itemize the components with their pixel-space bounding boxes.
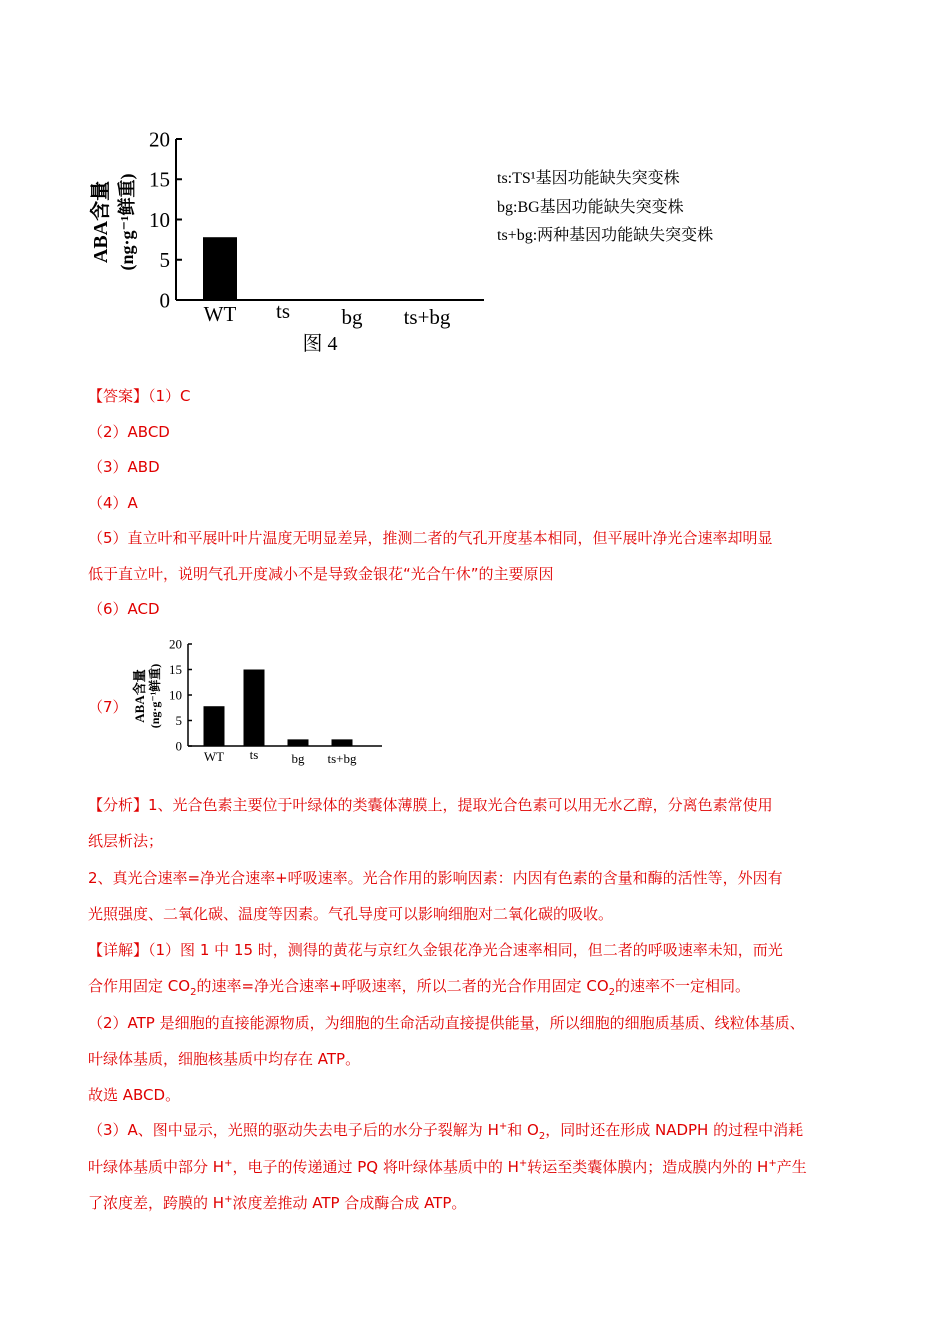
detail-text-2a: 合作用固定 CO: [88, 977, 191, 995]
y-tick-label: 15: [149, 167, 170, 192]
figure4-chart: [80, 120, 500, 365]
detail-line-5: 故选 ABCD。: [88, 1086, 181, 1104]
answer-line-1: [88, 386, 191, 406]
detail-text-6a: （3）A、图中显示，光照的驱动失去电子后的水分子裂解为 H: [88, 1121, 499, 1139]
analysis-line-1: [88, 795, 773, 815]
chart1-plot: [149, 127, 484, 329]
x-tick-label: WT: [203, 749, 225, 764]
answer-1: （1）C: [148, 387, 191, 405]
answer-3: （3）ABD: [88, 458, 160, 476]
detail-text-7c: 转运至类囊体膜内；造成膜内外的 H: [527, 1158, 769, 1176]
detail-line-7: [88, 1157, 807, 1177]
answer-6: （6）ACD: [88, 600, 160, 618]
detail-text-6b: 和 O: [507, 1121, 539, 1139]
y-tick-label: 15: [169, 662, 182, 678]
answer-2: （2）ABCD: [88, 423, 170, 441]
x-tick-label: ts: [249, 747, 259, 762]
detail-text-6c: ，同时还在形成 NADPH 的过程中消耗: [545, 1121, 804, 1139]
chart1-ylabel-line2: (ng·g⁻¹鲜重): [117, 173, 137, 271]
detail-text-7d: 产生: [776, 1158, 807, 1176]
bar-bg: [288, 739, 309, 746]
legend-ts: ts:TS¹基因功能缺失突变株: [497, 170, 680, 187]
h-plus-superscript: +: [224, 1194, 233, 1205]
detail-text-2b: 的速率=净光合速率+呼吸速率，所以二者的光合作用固定 CO: [196, 977, 609, 995]
answer-header: 【答案】: [88, 387, 149, 405]
analysis-line-2: 纸层析法；: [88, 832, 164, 850]
detail-header: 【详解】: [88, 941, 149, 959]
chart1-ylabel-line1: ABA含量: [90, 180, 112, 264]
answer-4: （4）A: [88, 494, 138, 512]
detail-text-1: （1）图 1 中 15 时，测得的黄花与京红久金银花净光合速率相同，但二者的呼吸速率未知，而光: [148, 941, 783, 959]
y-tick-label: 20: [169, 636, 182, 652]
h-plus-superscript: +: [498, 1121, 508, 1132]
detail-text-7b: ，电子的传递通过 PQ 将叶绿体基质中的 H: [232, 1158, 519, 1176]
y-tick-label: 20: [149, 127, 170, 152]
answer7-chart: [128, 632, 388, 772]
y-tick-label: 0: [175, 738, 182, 754]
y-tick-label: 10: [169, 687, 182, 703]
bar-WT: [203, 237, 237, 300]
x-tick-label: WT: [203, 302, 237, 326]
detail-line-4: 叶绿体基质，细胞核基质中均存在 ATP。: [88, 1050, 361, 1068]
x-tick-label: bg: [291, 751, 305, 766]
x-tick-label: ts+bg: [327, 751, 357, 766]
detail-line-8: [88, 1193, 466, 1213]
answer-7: （7）: [88, 698, 128, 716]
analysis-line-4: 光照强度、二氧化碳、温度等因素。气孔导度可以影响细胞对二氧化碳的吸收。: [88, 905, 614, 923]
x-tick-label: ts+bg: [403, 305, 451, 329]
detail-text-2c: 的速率不一定相同。: [615, 977, 751, 995]
y-tick-label: 0: [159, 288, 170, 313]
bar-ts: [244, 670, 265, 747]
legend-tsbg: ts+bg:两种基因功能缺失突变株: [497, 227, 714, 244]
co2-subscript: 2: [190, 987, 197, 998]
chart2-ylabel-line2: (ng·g⁻¹鲜重): [148, 663, 162, 729]
legend-bg: bg:BG基因功能缺失突变株: [497, 199, 684, 216]
y-tick-label: 10: [149, 207, 170, 232]
o2-subscript: 2: [538, 1131, 546, 1142]
figure4-caption: 图 4: [302, 333, 338, 355]
answer-5-line1: （5）直立叶和平展叶叶片温度无明显差异，推测二者的气孔开度基本相同，但平展叶净光合速率却明显: [88, 529, 773, 547]
chart2-plot: [169, 637, 382, 766]
bar-ts+bg: [332, 739, 353, 746]
detail-line-2: [88, 976, 750, 996]
analysis-header: 【分析】: [88, 796, 149, 814]
x-tick-label: bg: [341, 305, 363, 329]
bar-WT: [204, 706, 225, 746]
y-tick-label: 5: [159, 248, 170, 273]
detail-line-6: [88, 1120, 803, 1140]
detail-text-7a: 叶绿体基质中部分 H: [88, 1158, 225, 1176]
analysis-line-3: 2、真光合速率=净光合速率+呼吸速率。光合作用的影响因素：内因有色素的含量和酶的活性等，外因有: [88, 869, 783, 887]
analysis-text-1: 1、光合色素主要位于叶绿体的类囊体薄膜上，提取光合色素可以用无水乙醇，分离色素常使用: [148, 796, 773, 814]
chart2-ylabel-line1: ABA含量: [132, 669, 147, 723]
h-plus-superscript: +: [224, 1158, 233, 1169]
y-tick-label: 5: [175, 713, 182, 729]
co2-subscript: 2: [608, 987, 616, 998]
detail-text-8a: 了浓度差，跨膜的 H: [88, 1194, 225, 1212]
answer-5-line2: 低于直立叶，说明气孔开度减小不是导致金银花“光合午休”的主要原因: [88, 565, 554, 583]
h-plus-superscript: +: [768, 1158, 777, 1169]
detail-line-3: （2）ATP 是细胞的直接能源物质，为细胞的生命活动直接提供能量，所以细胞的细胞质基质、线粒体基质、: [88, 1014, 805, 1032]
detail-text-8b: 浓度差推动 ATP 合成酶合成 ATP。: [232, 1194, 467, 1212]
h-plus-superscript: +: [518, 1158, 528, 1169]
x-tick-label: ts: [275, 299, 291, 323]
detail-line-1: [88, 940, 783, 960]
